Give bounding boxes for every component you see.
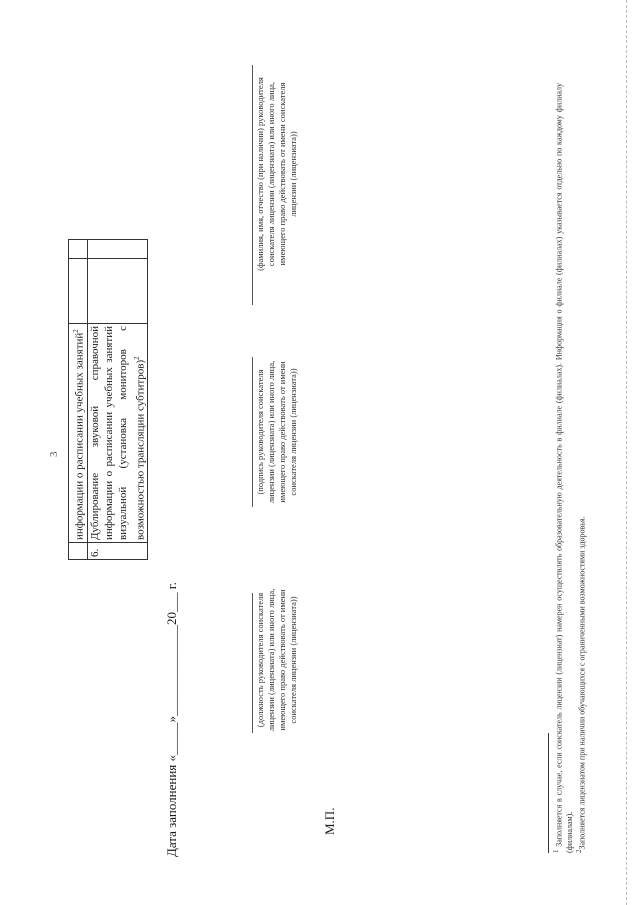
row-text-cell [69, 324, 88, 543]
year-suffix: г. [164, 582, 179, 590]
page-number: 3 [48, 451, 60, 457]
footnote-text: Заполняется в случае, если соискатель лицензии (лицензиат) намерен осуществлять образовательную деятельность в филиале (филиалах). Информация о филиале (филиалах) указывается отдельно по каждому филиалу (филиалам). [554, 82, 575, 853]
position-signature-line [252, 593, 253, 733]
footnote-2 [574, 83, 588, 853]
year-blank: ___ [164, 592, 179, 612]
row-number-cell: 6. [87, 543, 148, 560]
footnote-1 [551, 83, 576, 853]
day-blank: _____ [164, 722, 179, 755]
empty-cell [87, 240, 148, 259]
footnote-ref: 2 [72, 329, 80, 333]
fill-date-line [164, 582, 180, 857]
year-prefix: 20 [164, 611, 179, 625]
row-text: Дублирование звуковой справочной информации о расписании учебных занятий визуальной (установка мониторов с возможностью трансляции субтитров) [88, 326, 147, 540]
empty-cell [69, 240, 88, 259]
name-signature-line [252, 65, 253, 305]
position-caption: (должность руководителя соискателя лицензии (лицензиата) или иного лица, имеющего право действовать от имени соискателя лицензии (лицензиата)) [255, 588, 298, 732]
name-caption: (фамилия, имя, отчество (при наличии) руководителя соискателя лицензии (лицензиата) или иного лица, имеющего право действовать от имени соискателя лицензии (лицензиата)) [255, 77, 298, 271]
scan-edge-line [626, 0, 627, 905]
row-number-cell [69, 543, 88, 560]
signature-caption: (подпись руководителя соискателя лицензии (лицензиата) или иного лица, имеющего право действовать от имени соискателя лицензии (лицензиата)) [255, 360, 298, 504]
empty-cell [69, 259, 88, 324]
footnote-ref: 2 [132, 356, 141, 360]
empty-cell [87, 259, 148, 324]
table-row [69, 240, 88, 560]
footnote-text: Заполняется лицензиатом при наличии обучающихся с ограниченными возможностями здоровья. [577, 516, 587, 850]
footnote-mark: 1 [552, 849, 560, 853]
date-close-quote: » [164, 715, 179, 723]
row-text-cell [87, 324, 148, 543]
stamp-label: М.П. [322, 807, 337, 835]
table-row [87, 240, 148, 560]
services-table [68, 239, 148, 560]
footnote-separator [548, 733, 549, 853]
footnote-mark: 2 [575, 849, 583, 853]
prev-row-text: информации о расписании учебных занятий [73, 332, 86, 540]
date-label: Дата заполнения « [164, 754, 179, 857]
month-blank: ______________ [164, 624, 179, 716]
signature-line [252, 357, 253, 507]
